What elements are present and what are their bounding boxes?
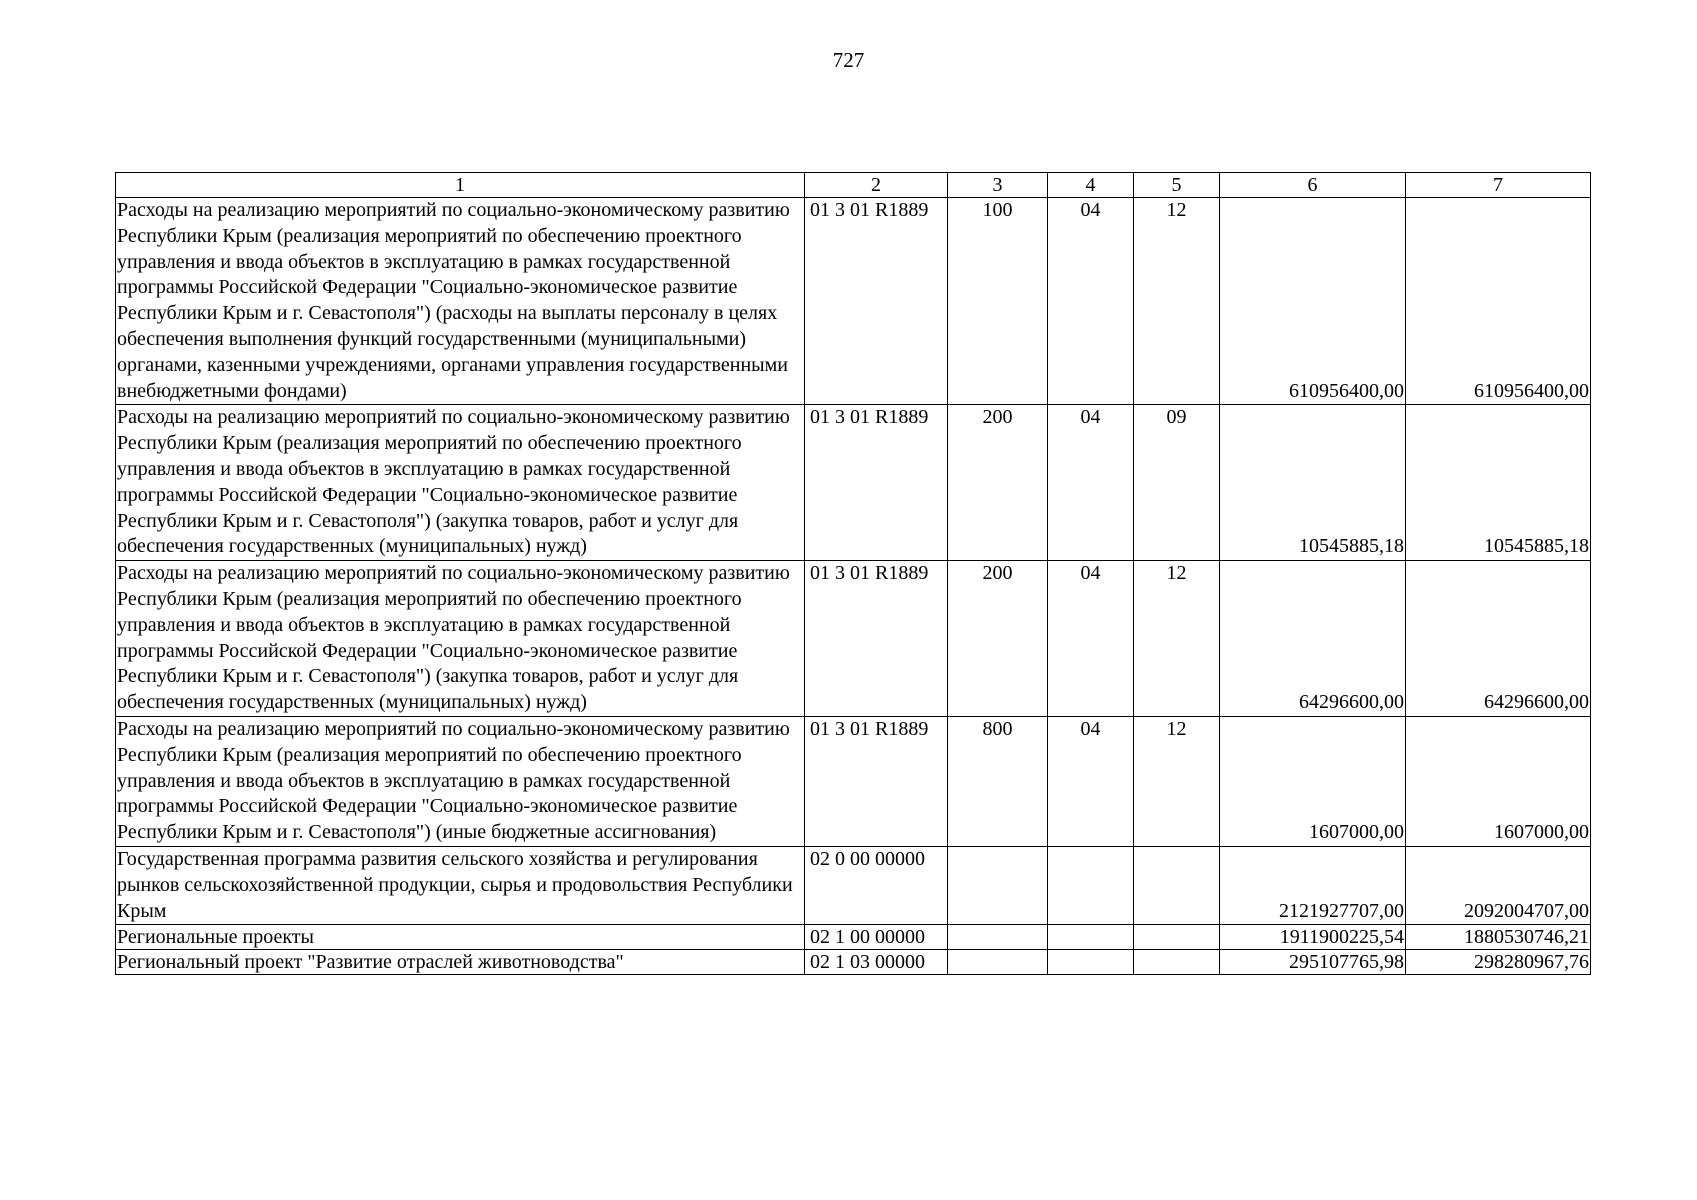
- row-code: 02 0 00 00000: [805, 846, 948, 924]
- row-amount-col7: 298280967,76: [1406, 950, 1591, 975]
- row-col4: [1048, 925, 1134, 950]
- column-header: 1: [116, 173, 805, 198]
- table-row: [116, 405, 1591, 561]
- row-col4: 04: [1048, 405, 1134, 561]
- row-col5: 12: [1134, 198, 1220, 405]
- column-header: 5: [1134, 173, 1220, 198]
- row-col3: 200: [948, 405, 1048, 561]
- table-row: [116, 925, 1591, 950]
- row-name: Региональные проекты: [116, 925, 805, 950]
- row-col4: 04: [1048, 561, 1134, 717]
- row-col3: 100: [948, 198, 1048, 405]
- row-col5: 12: [1134, 561, 1220, 717]
- row-code: 01 3 01 R1889: [805, 716, 948, 846]
- row-col4: [1048, 950, 1134, 975]
- table-header-row: [116, 173, 1591, 198]
- row-amount-col7: 10545885,18: [1406, 405, 1591, 561]
- row-col4: [1048, 846, 1134, 924]
- page-number: 727: [832, 48, 865, 72]
- table-row: [116, 561, 1591, 717]
- table-row: [116, 950, 1591, 975]
- budget-table: [115, 172, 1591, 975]
- row-code: 02 1 03 00000: [805, 950, 948, 975]
- row-col5: [1134, 846, 1220, 924]
- row-amount-col6: 2121927707,00: [1220, 846, 1406, 924]
- row-amount-col6: 64296600,00: [1220, 561, 1406, 717]
- row-name: Региональный проект "Развитие отраслей животноводства": [116, 950, 805, 975]
- row-col3: 800: [948, 716, 1048, 846]
- row-amount-col7: 2092004707,00: [1406, 846, 1591, 924]
- row-amount-col7: 1880530746,21: [1406, 925, 1591, 950]
- column-header: 6: [1220, 173, 1406, 198]
- row-col5: [1134, 950, 1220, 975]
- row-code: 01 3 01 R1889: [805, 405, 948, 561]
- row-amount-col7: 64296600,00: [1406, 561, 1591, 717]
- row-amount-col6: 610956400,00: [1220, 198, 1406, 405]
- row-amount-col6: 1911900225,54: [1220, 925, 1406, 950]
- row-col4: 04: [1048, 716, 1134, 846]
- row-col5: [1134, 925, 1220, 950]
- row-amount-col6: 1607000,00: [1220, 716, 1406, 846]
- row-col3: [948, 950, 1048, 975]
- row-col3: 200: [948, 561, 1048, 717]
- table-row: [116, 198, 1591, 405]
- row-col5: 12: [1134, 716, 1220, 846]
- row-amount-col7: 610956400,00: [1406, 198, 1591, 405]
- row-col4: 04: [1048, 198, 1134, 405]
- row-amount-col6: 295107765,98: [1220, 950, 1406, 975]
- row-amount-col6: 10545885,18: [1220, 405, 1406, 561]
- row-code: 01 3 01 R1889: [805, 561, 948, 717]
- row-code: 02 1 00 00000: [805, 925, 948, 950]
- table-row: [116, 846, 1591, 924]
- row-name: Расходы на реализацию мероприятий по социально-экономическому развитию Республики Крым (реализация мероприятий по обеспечению проектного управления и ввода объектов в эксплуатацию в рамках государственной программы Российской Федерации "Социально-экономическое развитие Республики Крым и г. Севастополя") (расходы на выплаты персоналу в целях обеспечения выполнения функций государственными (муниципальными) органами, казенными учреждениями, органами управления государственными внебюджетными фондами): [116, 198, 805, 405]
- row-col3: [948, 925, 1048, 950]
- row-amount-col7: 1607000,00: [1406, 716, 1591, 846]
- column-header: 3: [948, 173, 1048, 198]
- row-col3: [948, 846, 1048, 924]
- row-code: 01 3 01 R1889: [805, 198, 948, 405]
- column-header: 4: [1048, 173, 1134, 198]
- table-row: [116, 716, 1591, 846]
- row-name: Государственная программа развития сельского хозяйства и регулирования рынков сельскохозяйственной продукции, сырья и продовольствия Республики Крым: [116, 846, 805, 924]
- row-name: Расходы на реализацию мероприятий по социально-экономическому развитию Республики Крым (реализация мероприятий по обеспечению проектного управления и ввода объектов в эксплуатацию в рамках государственной программы Российской Федерации "Социально-экономическое развитие Республики Крым и г. Севастополя") (закупка товаров, работ и услуг для обеспечения государственных (муниципальных) нужд): [116, 561, 805, 717]
- row-name: Расходы на реализацию мероприятий по социально-экономическому развитию Республики Крым (реализация мероприятий по обеспечению проектного управления и ввода объектов в эксплуатацию в рамках государственной программы Российской Федерации "Социально-экономическое развитие Республики Крым и г. Севастополя") (закупка товаров, работ и услуг для обеспечения государственных (муниципальных) нужд): [116, 405, 805, 561]
- column-header: 7: [1406, 173, 1591, 198]
- row-name: Расходы на реализацию мероприятий по социально-экономическому развитию Республики Крым (реализация мероприятий по обеспечению проектного управления и ввода объектов в эксплуатацию в рамках государственной программы Российской Федерации "Социально-экономическое развитие Республики Крым и г. Севастополя") (иные бюджетные ассигнования): [116, 716, 805, 846]
- row-col5: 09: [1134, 405, 1220, 561]
- column-header: 2: [805, 173, 948, 198]
